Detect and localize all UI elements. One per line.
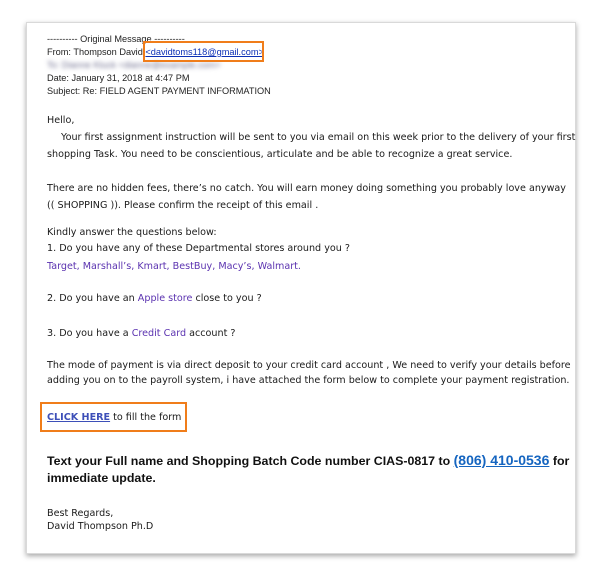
payment-line-1: The mode of payment is via direct deposit to your credit card account , We need to verify your details before bbox=[47, 360, 571, 371]
sender-email-link[interactable]: <davidtoms118@gmail.com> bbox=[145, 47, 264, 57]
subject-line: Subject: Re: FIELD AGENT PAYMENT INFORMATION bbox=[47, 86, 271, 96]
question-3-prefix: 3. Do you have a bbox=[47, 328, 132, 339]
recipient-email: <dianne@example.com> bbox=[118, 60, 221, 70]
question-2 bbox=[47, 290, 262, 307]
paragraph-2-line-2: (( SHOPPING )). Please confirm the receipt of this email . bbox=[47, 200, 319, 211]
payment-line-2: adding you on to the payroll system, i have attached the form below to complete your payment registration. bbox=[47, 375, 570, 386]
click-here-link[interactable]: CLICK HERE bbox=[47, 412, 111, 423]
cta-suffix: for bbox=[549, 454, 570, 468]
to-label: To: Dianne Kluck bbox=[47, 60, 119, 70]
paragraph-1-line-1: Your first assignment instruction will be sent to you via email on this week prior to the delivery of your first bbox=[61, 132, 576, 143]
question-1: 1. Do you have any of these Departmental stores around you ? bbox=[47, 243, 350, 254]
greeting: Hello, bbox=[47, 115, 75, 126]
question-3 bbox=[47, 325, 236, 342]
sender-email-highlight-box bbox=[143, 41, 264, 62]
question-2-highlight: Apple store bbox=[137, 293, 193, 304]
paragraph-2-line-1: There are no hidden fees, there’s no catch. You will earn money doing something you probably love anyway bbox=[47, 183, 566, 194]
paragraph-1-line-2: shopping Task. You need to be conscientious, articulate and be able to recognize a great service. bbox=[47, 149, 513, 160]
signature-regards: Best Regards, bbox=[47, 508, 114, 519]
click-here-suffix: to fill the form bbox=[110, 412, 182, 423]
cta-line-2: immediate update. bbox=[47, 471, 156, 485]
original-message-divider: ---------- Original Message ---------- bbox=[47, 34, 185, 44]
questions-intro: Kindly answer the questions below: bbox=[47, 227, 217, 238]
phone-number-link[interactable]: (806) 410-0536 bbox=[453, 452, 550, 468]
question-3-highlight: Credit Card bbox=[131, 328, 187, 339]
click-here-highlight-box bbox=[40, 402, 187, 432]
cta-line-1 bbox=[47, 452, 569, 468]
question-2-prefix: 2. Do you have an bbox=[47, 293, 138, 304]
signature-name: David Thompson Ph.D bbox=[47, 521, 154, 532]
question-2-suffix: close to you ? bbox=[192, 293, 262, 304]
from-label: From: Thompson David bbox=[47, 47, 146, 57]
date-line: Date: January 31, 2018 at 4:47 PM bbox=[47, 73, 190, 83]
question-1-stores: Target, Marshall’s, Kmart, BestBuy, Macy’s, Walmart. bbox=[47, 261, 301, 272]
cta-prefix: Text your Full name and Shopping Batch Code number CIAS-0817 to bbox=[47, 454, 454, 468]
question-3-suffix: account ? bbox=[186, 328, 236, 339]
